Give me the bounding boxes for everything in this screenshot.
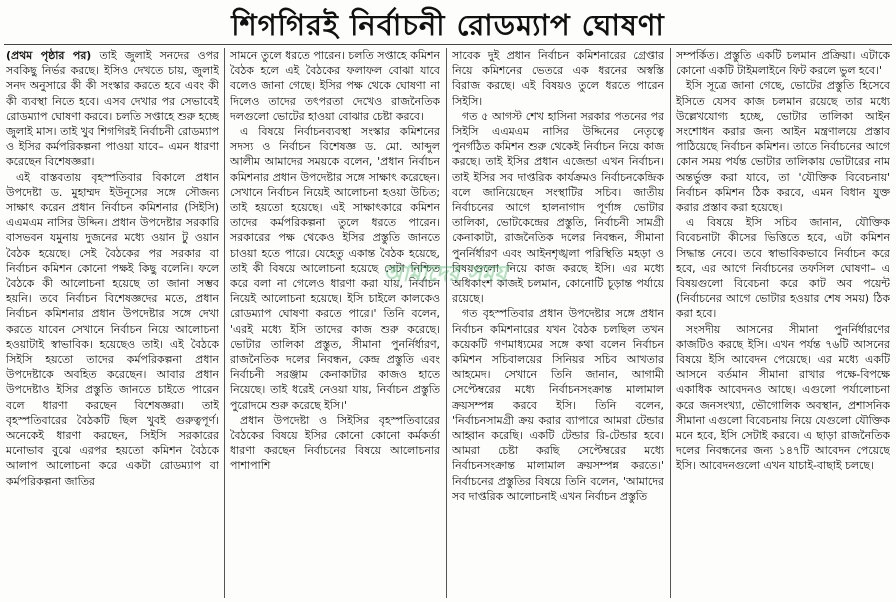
column-2-para-3: প্রধান উপদেষ্টা ও সিইসির বৃহস্পতিবারের বৈঠকের বিষয়ে ইসির কোনো কোনো কর্মকর্তা ধারণা করছেন নির্বাচনের বিষয়ে আলোচনার পাশাপাশি	[230, 413, 440, 473]
column-1	[6, 48, 219, 598]
column-4-para-4: সংসদীয় আসনের সীমানা পুনর্নির্ধারণের কাজটিও করছে ইসি। এখন পর্যন্ত ৭৬টি আসনের বিষয়ে ইসি আবেদন পেয়েছে। এর মধ্যে একটি আসনে বর্তমান সীমানা রাখার পক্ষে-বিপক্ষে একাধিক আবেদনও আছে। এগুলো পর্যালোচনা করে জনসংখ্যা, ভৌগোলিক অবস্থান, প্রশাসনিক সীমানা এগুলো বিবেচনায় নিয়ে যেগুলো যৌক্তিক মনে হবে, ইসি সেটাই করবে। এ ছাড়া রাজনৈতিক দলের নিবন্ধনের জন্য ১৪৭টি আবেদন পেয়েছে ইসি। আবেদনগুলো এখন যাচাই-বাছাই চলছে।	[676, 322, 890, 473]
column-3-para-2: গত ৫ আগস্ট শেখ হাসিনা সরকার পতনের পর সিইসি এএমএম নাসির উদ্দিনের নেতৃত্বে পুনর্গঠিত কমিশন শুরু থেকেই নির্বাচন নিয়ে কাজ করছে। তাই ইসির প্রধান এজেন্ডা এখন নির্বাচন। তাই ইসির সব দাপ্তরিক কার্যক্রমও নির্বাচনকেন্দ্রিক বলে জানিয়েছেন সংস্থাটির সচিব। জাতীয় নির্বাচনের আগে হালনাগাদ পূর্ণাঙ্গ ভোটার তালিকা, ভোটকেন্দ্রের প্রস্তুতি, নির্বাচনী সামগ্রী কেনাকাটা, রাজনৈতিক দলের নিবন্ধন, সীমানা পুনর্নির্ধারণ এবং আইনশৃঙ্খলা পরিস্থিতি মহড়া ও বিষয়গুলো নিয়ে কাজ করছে ইসি। এর মধ্যে অধিকাংশ কাজই চলমান, কোনোটি চূড়ান্ত পর্যায়ে রয়েছে।	[452, 109, 664, 306]
column-4-para-2: ইসি সূত্রে জানা গেছে, ভোটের প্রস্তুতি হিসেবে ইসিতে যেসব কাজ চলমান রয়েছে তার মধ্যে উল্লেখযোগ্য হচ্ছে, ভোটার তালিকা আইন সংশোধন করার জন্য আইন মন্ত্রণালয়ে প্রস্তাব পাঠিয়েছে নির্বাচন কমিশন। তাতে নির্বাচনের আগে কোন সময় পর্যন্ত ভোটার তালিকায় ভোটারের নাম অন্তর্ভুক্ত করা যাবে, তা 'যৌক্তিক বিবেচনায়' নির্বাচন কমিশন ঠিক করবে, এমন বিধান যুক্ত করার প্রস্তাব করা হয়েছে।	[676, 79, 890, 215]
column-3-para-3: গত বৃহস্পতিবার প্রধান উপদেষ্টার সঙ্গে প্রধান নির্বাচন কমিশনারের যখন বৈঠক চলছিল তখন কয়েকটি গণমাধ্যমের সঙ্গে কথা বলেন নির্বাচন কমিশন সচিবালয়ের সিনিয়র সচিব আখতার আহমেদ। সেখানে তিনি জানান, আগামী সেপ্টেম্বরের মধ্যে নির্বাচনসংক্রান্ত মালামাল ক্রয়সম্পন্ন করবে ইসি। তিনি বলেন, 'নির্বাচনসামগ্রী ক্রয় করার ব্যাপারে আমরা টেন্ডার আহ্বান করেছি। একটি টেন্ডার রি-টেন্ডার হবে। আমরা চেষ্টা করছি সেপ্টেম্বরের মধ্যে নির্বাচনসংক্রান্ত মালামাল ক্রয়সম্পন্ন করতে।' নির্বাচনের প্রস্তুতির বিষয়ে তিনি বলেন, 'আমাদের সব দাপ্তরিক আলোচনাই এখন নির্বাচন প্রস্তুতি	[452, 307, 664, 503]
column-3	[452, 48, 664, 598]
column-divider	[446, 48, 447, 598]
column-4-para-1: সম্পর্কিত। প্রস্তুতি একটি চলমান প্রক্রিয়া। এটাকে কোনো একটি টাইমলাইনে ফিট করলে ভুল হবে।'	[676, 49, 890, 78]
continuation-marker: (প্রথম পৃষ্ঠার পর)	[6, 49, 92, 62]
column-1-para-1: (প্রথম পৃষ্ঠার পর) তাই জুলাই সনদের ওপর সবকিছু নির্ভর করছে। ইসিও দেখতে চায়, জুলাই সনদ অনুসারে কী কী সংস্কার করতে হবে এবং কী কী ব্যবস্থা নিতে হবে। এসব দেখার পর সেভাবেই রোডম্যাপ ঘোষণা করবে। চলতি সপ্তাহে শুরু হচ্ছে জুলাই মাস। তাই খুব শিগগিরই নির্বাচনী রোডম্যাপ ও ইসির কর্মপরিকল্পনা পাওয়া যাবে– এমন ধারণা করেছেন বিশেষজ্ঞরা।	[6, 49, 219, 169]
column-3-para-1: সাবেক দুই প্রধান নির্বাচন কমিশনারের গ্রেপ্তার নিয়ে কমিশনের ভেতরে এক ধরনের অস্বস্তি বিরাজ করছে। এই বিষয়ও তুলে ধরতে পারেন সিইসি।	[452, 49, 664, 108]
column-4	[676, 48, 890, 598]
column-1-para-2: এই বাস্তবতায় বৃহস্পতিবার বিকালে প্রধান উপদেষ্টা ড. মুহাম্মদ ইউনূসের সঙ্গে সৌজন্য সাক্ষাৎ করেন প্রধান নির্বাচন কমিশনার (সিইসি) এএমএম নাসির উদ্দিন। প্রধান উপদেষ্টার সরকারি বাসভবন যমুনায় দুজনের মধ্যে ওয়ান টু ওয়ান বৈঠক হয়েছে। সেই বৈঠকের পর সরকার বা নির্বাচন কমিশন কোনো পক্ষই কিছু বলেনি। ফলে বৈঠকে কী আলোচনা হয়েছে তা জানা সম্ভব হয়নি। তবে নির্বাচন বিশেষজ্ঞদের মতে, প্রধান নির্বাচন কমিশনার প্রধান উপদেষ্টার সঙ্গে দেখা করতে যাবেন সেখানে নির্বাচন নিয়ে আলোচনা হওয়াটাই স্বাভাবিক। হয়েছেও তাই। এই বৈঠকে সিইসি হয়তো তাদের কর্মপরিকল্পনা প্রধান উপদেষ্টাকে অবহিত করেছেন। আবার প্রধান উপদেষ্টাও ইসির প্রস্তুতি জানতে চাইতে পারেন বলে ধারণা করছেন বিশেষজ্ঞরা। তাই বৃহস্পতিবারের বৈঠকটি ছিল খুবই গুরুত্বপূর্ণ। অনেকেই ধারণা করছেন, সিইসি সরকারের মনোভাব বুঝে এরপর হয়তো কমিশন বৈঠকে আলাপ আলোচনা করে একটা রোডম্যাপ বা কর্মপরিকল্পনা জাতির	[6, 170, 219, 488]
headline-rule	[4, 44, 892, 45]
column-2-para-1: সামনে তুলে ধরতে পারেন। চলতি সপ্তাহে কমিশন বৈঠক হলে এই বৈঠকের ফলাফল বোঝা যাবে বলেও জানা গেছে। ইসির পক্ষ থেকে ঘোষণা না দিলেও তাদের তৎপরতা দেখেও রাজনৈতিক দলগুলো ভোটের হাওয়া বোঝার চেষ্টা করবে।	[230, 49, 440, 123]
column-2-para-2: এ বিষয়ে নির্বাচনব্যবস্থা সংস্কার কমিশনের সদস্য ও নির্বাচন বিশেষজ্ঞ ড. মো. আব্দুল আলীম আমাদের সময়কে বলেন, 'প্রধান নির্বাচন কমিশনার প্রধান উপদেষ্টার সঙ্গে সাক্ষাৎ করেছেন। সেখানে নির্বাচন নিয়েই আলোচনা হওয়া উচিত; তাই হয়তো হয়েছে। এই সাক্ষাৎকারে কমিশন তাদের কর্মপরিকল্পনা তুলে ধরতে পারেন। সরকারের পক্ষ থেকেও ইসির প্রস্তুতি জানতে চাওয়া হতে পারে। যেহেতু একান্ত বৈঠক হয়েছে, তাই কী বিষয়ে আলোচনা হয়েছে সেটা নিশ্চিত করে বলা না গেলেও ধারণা করা যায়, নির্বাচন নিয়েই আলোচনা হয়েছে। ইসি চাইলে কালকেও রোডম্যাপ ঘোষণা করতে পারে।' তিনি বলেন, 'এরই মধ্যে ইসি তাদের কাজ শুরু করেছে। ভোটার তালিকা প্রস্তুত, সীমানা পুনর্নির্ধারণ, রাজনৈতিক দলের নিবন্ধন, কেন্দ্র প্রস্তুতি এবং নির্বাচনী সরঞ্জাম কেনাকাটার কাজও হাতে নিয়েছে। তাই ধরেই নেওয়া যায়, নির্বাচন প্রস্তুতি পুরোদমে শুরু করেছে ইসি।'	[230, 125, 440, 412]
column-divider	[670, 48, 671, 598]
column-divider	[224, 48, 225, 598]
column-4-para-3: এ বিষয়ে ইসি সচিব জানান, যৌক্তিক বিবেচনাটা কীসের ভিত্তিতে হবে, এটা কমিশন সিদ্ধান্ত নেবে। তবে স্বাভাবিকভাবে নির্বাচন করে হবে, এর আগে নির্বাচনের তফসিল ঘোষণা– এ বিষয়গুলো বিবেচনা করে কাট অব পয়েন্ট (নির্বাচনের আগে ভোটার হওয়ার শেষ সময়) ঠিক করা হবে।	[676, 216, 890, 321]
article-columns	[6, 48, 892, 598]
publication-watermark: আমাদের সময়	[382, 262, 508, 287]
column-2	[230, 48, 440, 598]
headline: শিগগিরই নির্বাচনী রোডম্যাপ ঘোষণা	[231, 8, 665, 42]
